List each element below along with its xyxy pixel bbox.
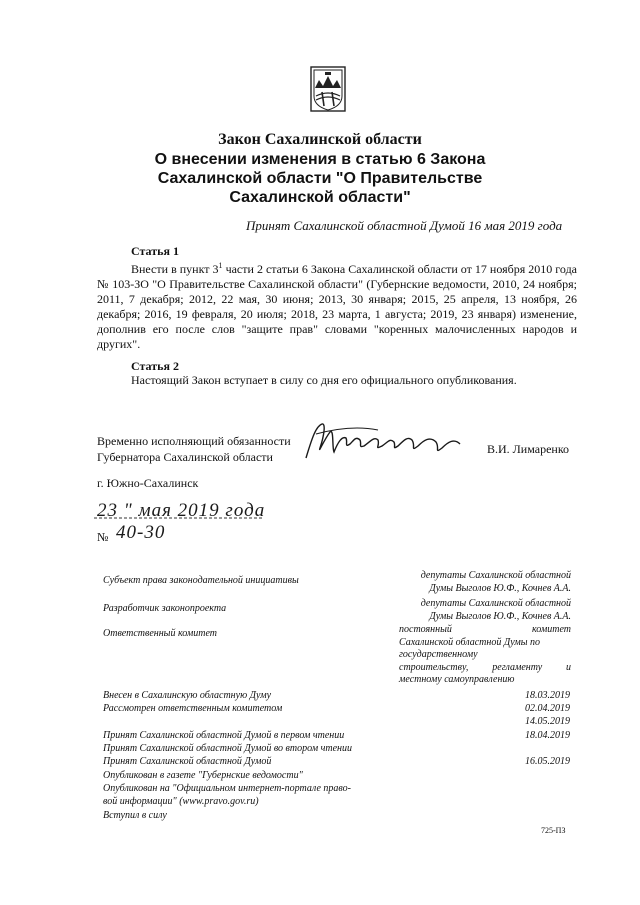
developer-value-line: Думы Выголов Ю.Ф., Кочнев А.А. <box>429 610 571 622</box>
committee-word-4: регламенту <box>492 661 543 673</box>
law-title: Закон Сахалинской области <box>218 131 422 148</box>
article-2-heading: Статья 2 <box>131 359 179 373</box>
considered-date: 14.05.2019 <box>525 715 570 727</box>
article-1-text-rest: части 2 статьи 6 Закона Сахалинской области от 17 ноября 2010 года № 103-ЗО "О Правительстве Сахалинской области" (Губернские ведомости, 2010, 24 ноября; 2011, 7 декабря; 2012, 22 мая, 30 июня; 2013, 30 января; 2015, 25 апреля, 13 ноября, 26 декабря; 2016, 19 февраля, 20 июля; 2018, 23 марта, 1 августа; 2019, 23 января) изменение, дополнив его после слов "защите прав" словами "коренных малочисленных народов и других". <box>97 262 578 351</box>
handwritten-number: 40-30 <box>116 522 166 543</box>
committee-word-5: и <box>565 661 571 673</box>
signatory-position-line: Губернатора Сахалинской области <box>97 450 273 464</box>
handwritten-signature <box>298 418 468 466</box>
committee-word-1: постоянный <box>399 624 452 635</box>
committee-word-3: строительству, <box>399 661 469 673</box>
published-portal-line: Опубликован на "Официальном интернет-портале право- <box>103 783 351 794</box>
committee-value-line <box>399 624 571 637</box>
article-2-text: Настоящий Закон вступает в силу со дня его официального опубликования. <box>131 373 517 387</box>
subject-label: Субъект права законодательной инициативы <box>103 575 299 586</box>
coat-of-arms-emblem <box>310 66 346 112</box>
developer-label: Разработчик законопроекта <box>103 603 227 614</box>
considered-date: 02.04.2019 <box>525 703 570 714</box>
committee-value <box>399 624 571 687</box>
date-underline <box>94 516 264 520</box>
committee-value-line: Сахалинской областной Думы по <box>399 636 541 648</box>
introduced-date: 18.03.2019 <box>525 690 570 701</box>
first-reading-label: Принят Сахалинской областной Думой в первом чтении <box>103 730 345 741</box>
committee-value-line <box>399 662 571 675</box>
published-portal-line: вой информации" (www.pravo.gov.ru) <box>103 795 259 807</box>
considered-dates <box>480 703 570 728</box>
law-subtitle <box>0 150 640 207</box>
adopted-date: 16.05.2019 <box>525 756 570 767</box>
developer-value-line: депутаты Сахалинской областной <box>420 598 571 609</box>
adopted-label: Принят Сахалинской областной Думой <box>103 756 272 767</box>
published-newspaper-label: Опубликован в газете "Губернские ведомости" <box>103 770 303 781</box>
article-1-text <box>97 258 577 352</box>
second-reading-label: Принят Сахалинской областной Думой во втором чтении <box>103 743 353 754</box>
subject-value <box>399 570 571 595</box>
first-reading-date: 18.04.2019 <box>525 730 570 741</box>
committee-word-2: комитет <box>531 624 571 635</box>
committee-value-line: государственному <box>399 649 478 660</box>
introduced-label: Внесен в Сахалинскую областную Думу <box>103 690 272 701</box>
committee-value-line: местному самоуправлению <box>399 674 515 685</box>
city-name: г. Южно-Сахалинск <box>97 476 199 490</box>
developer-value <box>399 598 571 623</box>
considered-label: Рассмотрен ответственным комитетом <box>103 703 283 714</box>
subject-value-line: депутаты Сахалинской областной <box>420 570 571 581</box>
signatory-position <box>97 433 291 465</box>
published-portal-label <box>103 783 351 808</box>
signatory-position-line: Временно исполняющий обязанности <box>97 434 291 448</box>
handwritten-date: 23 " мая 2019 года <box>97 500 266 521</box>
number-prefix: № <box>97 530 109 544</box>
article-1-heading: Статья 1 <box>131 244 179 258</box>
subject-value-line: Думы Выголов Ю.Ф., Кочнев А.А. <box>429 582 571 594</box>
footer-code: 725-ПЗ <box>541 826 566 835</box>
committee-label: Ответственный комитет <box>103 628 217 639</box>
article-1-superscript: 1 <box>218 261 223 270</box>
effective-label: Вступил в силу <box>103 810 167 821</box>
law-subtitle-line: Сахалинской области" <box>229 189 411 206</box>
law-subtitle-line: Сахалинской области "О Правительстве <box>157 170 483 187</box>
adoption-note: Принят Сахалинской областной Думой 16 мая 2019 года <box>246 218 563 233</box>
signatory-name: В.И. Лимаренко <box>487 442 570 456</box>
law-subtitle-line: О внесении изменения в статью 6 Закона <box>154 151 486 168</box>
article-1-text-start: Внести в пункт 3 <box>131 262 219 276</box>
